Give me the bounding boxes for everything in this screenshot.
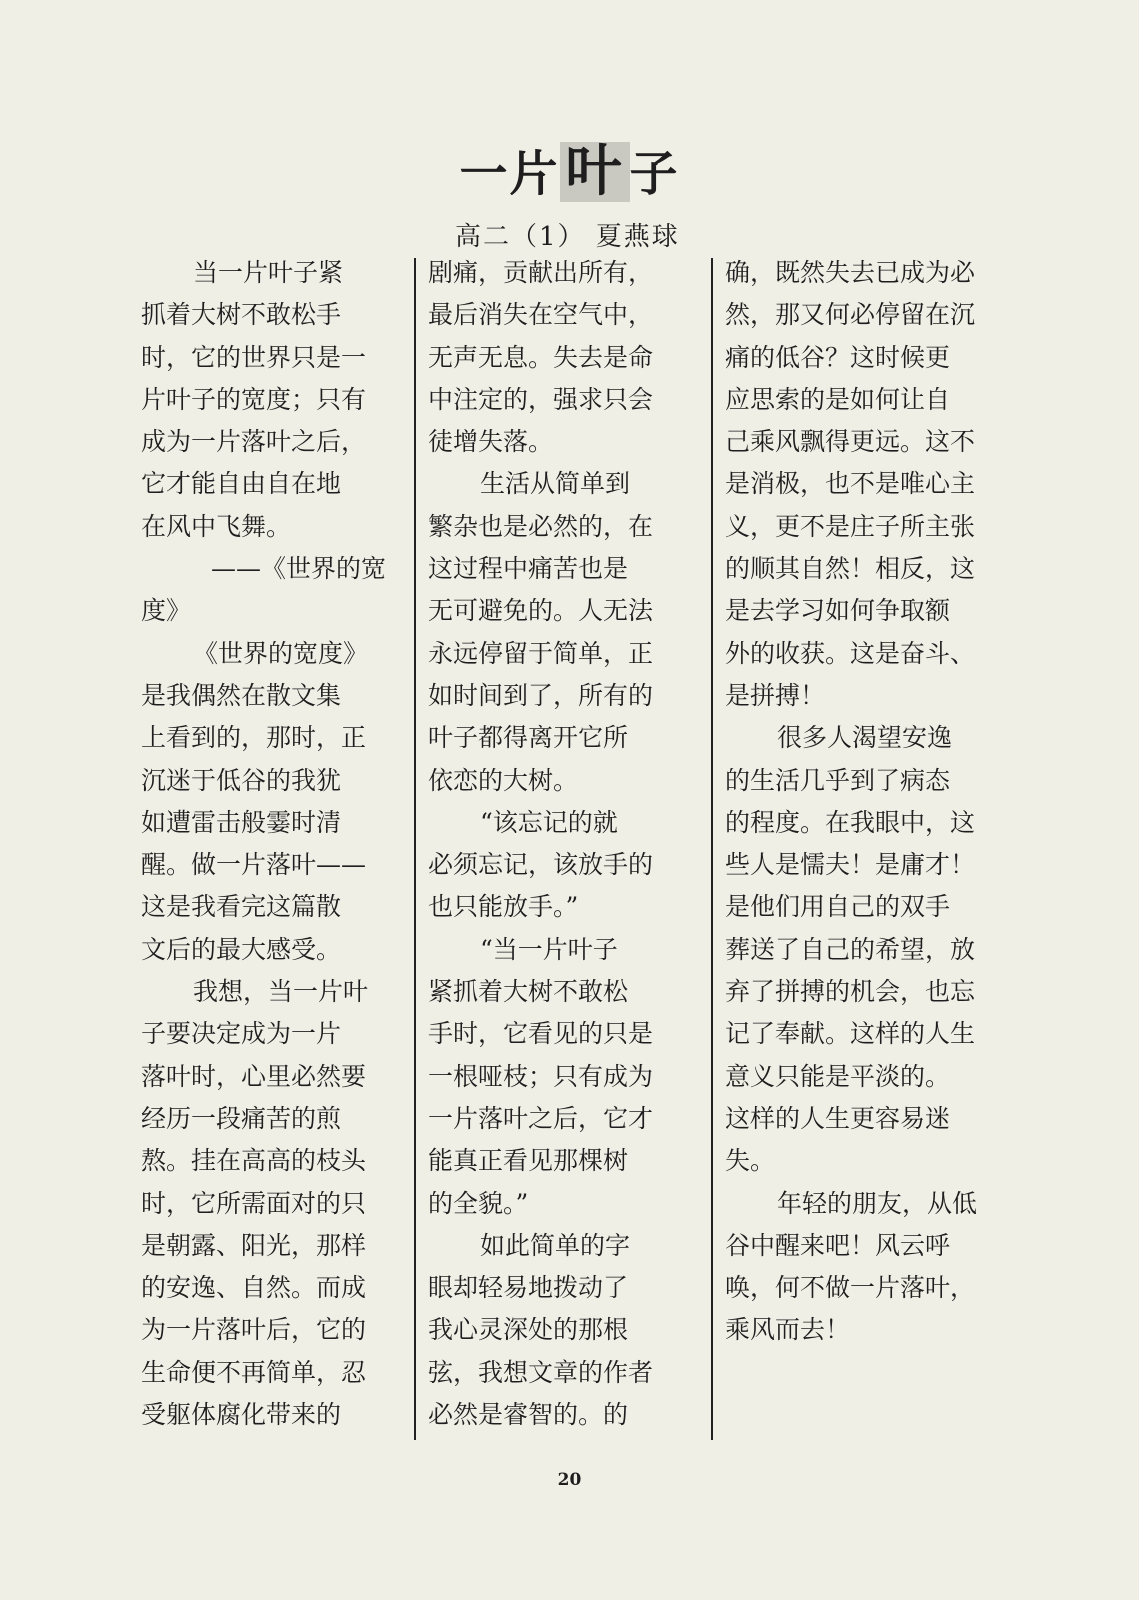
text-line: 繁杂也是必然的，在	[428, 511, 654, 541]
text-line: 痛的低谷？这时候更	[725, 342, 951, 372]
text-line: 时，它所需面对的只	[141, 1188, 367, 1218]
text-line: 一根哑枝；只有成为	[428, 1061, 654, 1091]
text-line: 落叶时，心里必然要	[141, 1061, 367, 1091]
text-line: 是消极，也不是唯心主	[725, 469, 976, 499]
text-line: 最后消失在空气中，	[428, 300, 654, 330]
text-line: 依恋的大树。	[428, 765, 579, 795]
text-line: 无声无息。失去是命	[428, 342, 654, 372]
text-line: 一片落叶之后，它才	[428, 1103, 654, 1133]
text-line: 徒增失落。	[428, 427, 554, 457]
text-line: 是去学习如何争取额	[725, 596, 951, 626]
text-line: 醒。做一片落叶——	[141, 850, 367, 880]
text-line: 生活从简单到	[480, 469, 631, 499]
text-line: 眼却轻易地拨动了	[428, 1273, 629, 1303]
text-line: 紧抓着大树不敢松	[428, 977, 629, 1007]
text-line: 葬送了自己的希望，放	[725, 934, 976, 964]
text-line: 也只能放手。”	[428, 892, 579, 922]
text-line: 为一片落叶后，它的	[141, 1315, 367, 1345]
text-line: 《世界的宽度》	[193, 638, 369, 668]
text-line: 当一片叶子紧	[193, 258, 344, 287]
text-line: 无可避免的。人无法	[428, 596, 654, 626]
text-line: 确，既然失去已成为必	[725, 258, 976, 287]
article-title	[0, 139, 1139, 204]
text-line: 必须忘记，该放手的	[428, 850, 654, 880]
text-line: 片叶子的宽度；只有	[141, 384, 367, 414]
text-line: 些人是懦夫！是庸才！	[725, 850, 976, 880]
text-line: 子要决定成为一片	[141, 1019, 342, 1049]
text-line: 这过程中痛苦也是	[428, 554, 629, 584]
text-line: 生命便不再简单，忍	[141, 1357, 367, 1387]
text-line: 是朝露、阳光，那样	[141, 1230, 367, 1260]
text-line: 中注定的，强求只会	[428, 384, 654, 414]
text-line: 沉迷于低谷的我犹	[141, 765, 342, 795]
text-line: 永远停留于简单，正	[428, 638, 654, 668]
text-line: 的安逸、自然。而成	[141, 1273, 367, 1303]
text-line: 记了奉献。这样的人生	[725, 1019, 976, 1049]
text-line: 我心灵深处的那根	[428, 1315, 629, 1345]
text-line: 它才能自由自在地	[141, 469, 342, 499]
text-line: 这是我看完这篇散	[141, 892, 342, 922]
text-line: “当一片叶子	[480, 934, 618, 964]
text-line: 的程度。在我眼中，这	[725, 807, 976, 837]
text-line: 失。	[725, 1146, 776, 1176]
title-char: 一	[459, 146, 510, 202]
text-line: 的全貌。”	[428, 1188, 529, 1218]
text-line: 义，更不是庄子所主张	[725, 511, 976, 541]
text-line: 成为一片落叶之后，	[141, 427, 367, 457]
text-line: 外的收获。这是奋斗、	[725, 638, 976, 668]
text-line: 叶子都得离开它所	[428, 723, 629, 753]
text-line: 抓着大树不敢松手	[141, 300, 342, 330]
title-char: 片	[509, 146, 560, 202]
text-line: 如遭雷击般霎时清	[141, 807, 342, 837]
text-line: 能真正看见那棵树	[428, 1146, 629, 1176]
text-line: 是拼搏！	[725, 680, 826, 710]
text-line: 乘风而去！	[725, 1315, 851, 1345]
text-line: 如此简单的字	[480, 1230, 631, 1260]
column-divider	[711, 258, 713, 1440]
text-line: 己乘风飘得更远。这不	[725, 427, 976, 457]
column-divider	[414, 258, 416, 1440]
text-line: 年轻的朋友，从低	[777, 1188, 978, 1218]
text-column-1	[141, 252, 403, 1436]
text-line: 受躯体腐化带来的	[141, 1400, 342, 1430]
text-line: 上看到的，那时，正	[141, 723, 367, 753]
text-line: 文后的最大感受。	[141, 934, 342, 964]
text-line: 这样的人生更容易迷	[725, 1103, 951, 1133]
text-line: 然，那又何必停留在沉	[725, 300, 976, 330]
title-char: 子	[629, 146, 680, 202]
text-line: 如时间到了，所有的	[428, 680, 654, 710]
text-line: 是他们用自己的双手	[725, 892, 951, 922]
text-line: 的生活几乎到了病态	[725, 765, 951, 795]
text-line: 剧痛，贡献出所有，	[428, 258, 654, 287]
text-line: 手时，它看见的只是	[428, 1019, 654, 1049]
text-column-2	[428, 252, 700, 1436]
page-number: 20	[557, 1470, 582, 1490]
title-char-highlighted: 叶	[560, 142, 630, 202]
text-line: 时，它的世界只是一	[141, 342, 367, 372]
text-line: 在风中飞舞。	[141, 511, 292, 541]
text-line: 熬。挂在高高的枝头	[141, 1146, 367, 1176]
text-line: 经历一段痛苦的煎	[141, 1103, 342, 1133]
text-line: 很多人渴望安逸	[777, 723, 953, 753]
text-line: 应思索的是如何让自	[725, 384, 951, 414]
text-line: 的顺其自然！相反，这	[725, 554, 976, 584]
text-line: 度》	[141, 596, 192, 626]
text-line: 弃了拼搏的机会，也忘	[725, 977, 976, 1007]
text-line: 必然是睿智的。的	[428, 1400, 629, 1430]
text-line: 意义只能是平淡的。	[725, 1061, 951, 1091]
text-line: 是我偶然在散文集	[141, 680, 342, 710]
text-line: 谷中醒来吧！风云呼	[725, 1230, 951, 1260]
text-column-3	[725, 252, 1017, 1352]
text-line: “该忘记的就	[480, 807, 618, 837]
author-byline: 高二（1） 夏燕球	[455, 222, 680, 252]
text-line: ——《世界的宽	[211, 554, 387, 584]
text-line: 我想，当一片叶	[193, 977, 369, 1007]
text-line: 弦，我想文章的作者	[428, 1357, 654, 1387]
text-line: 唤，何不做一片落叶，	[725, 1273, 976, 1303]
